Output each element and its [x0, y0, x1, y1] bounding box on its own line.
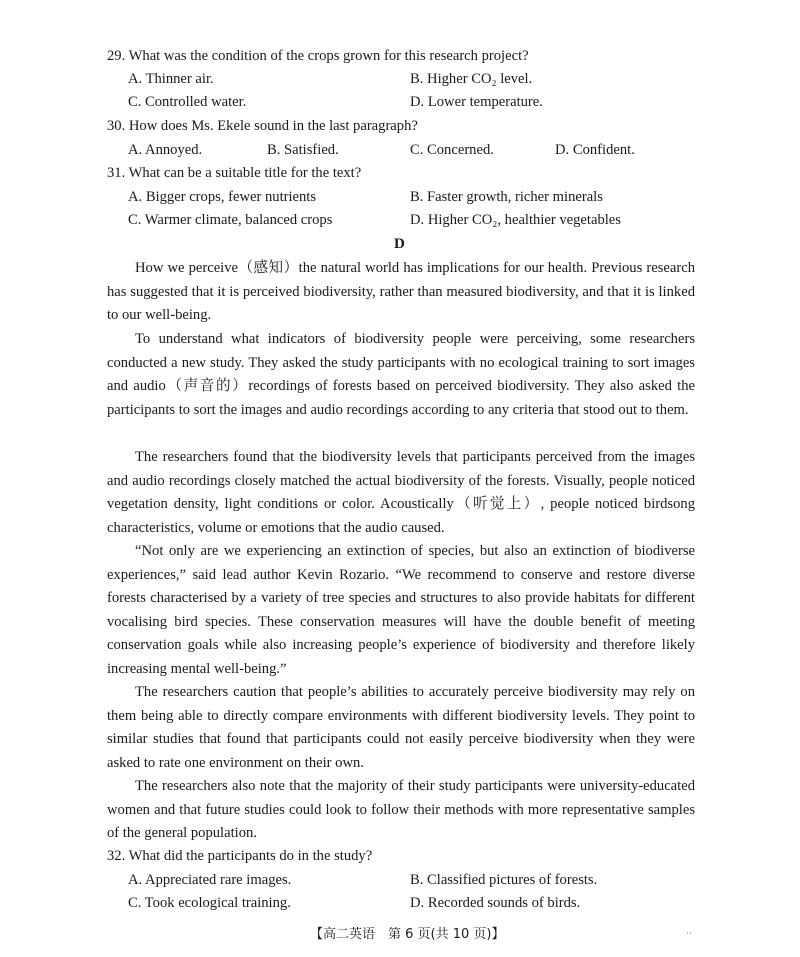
question-31-option-d: D. Higher CO₂, healthier vegetables — [410, 212, 621, 228]
question-30-option-a: A. Annoyed. — [128, 142, 203, 158]
passage-paragraph-3 — [107, 446, 695, 540]
question-32-stem: 32. What did the participants do in the study? — [107, 848, 373, 864]
question-30-option-d: D. Confident. — [555, 142, 635, 158]
question-31-option-a: A. Bigger crops, fewer nutrients — [128, 189, 317, 205]
question-30-option-c: C. Concerned. — [410, 142, 494, 158]
question-30-stem: 30. How does Ms. Ekele sound in the last paragraph? — [107, 118, 418, 134]
passage-paragraph-6 — [107, 775, 695, 846]
question-29-option-b: B. Higher CO₂ level. — [410, 71, 533, 87]
passage-paragraph-6-text: The researchers also note that the majority of their study participants were university-educated women and that future studies could look to follow their methods with more representative samples of the general population. — [107, 778, 695, 841]
question-31-option-c: C. Warmer climate, balanced crops — [128, 212, 333, 228]
passage-title: D — [394, 236, 405, 252]
corner-mark: ·· — [686, 928, 692, 938]
passage-paragraph-2 — [107, 328, 695, 422]
question-29-stem: 29. What was the condition of the crops grown for this research project? — [107, 48, 529, 64]
passage-paragraph-4-text: “Not only are we experiencing an extinction of species, but also an extinction of biodiverse experiences,” said lead author Kevin Rozario. “We recommend to conserve and restore diverse forests characterised by a variety of tree species and structures to also provide habitats for different vocalising bird species. These conservation measures will have the double benefit of meeting conservation goals while also increasing people’s experience of biodiversity and therefore likely increasing mental well-being.” — [107, 543, 695, 677]
question-29-option-d: D. Lower temperature. — [410, 94, 543, 110]
passage-paragraph-2-text: To understand what indicators of biodiversity people were perceiving, some researchers conducted a new study. They asked the study participants with no ecological training to sort images and audio（声音的）recordings of forests based on perceived biodiversity. They also asked the participants to sort the images and audio recordings according to any criteria that stood out to them. — [107, 331, 695, 418]
question-30-option-b: B. Satisfied. — [267, 142, 339, 158]
question-32-option-a: A. Appreciated rare images. — [128, 872, 292, 888]
passage-paragraph-4 — [107, 540, 695, 681]
passage-paragraph-3-text: The researchers found that the biodiversity levels that participants perceived from the images and audio recordings closely matched the actual biodiversity of the forests. Visually, people noticed vegetation density, light conditions or color. Acoustically（听觉上）, people noticed birdsong characteristics, volume or emotions that the audio caused. — [107, 449, 695, 536]
passage-paragraph-1-text: How we perceive（感知）the natural world has implications for our health. Previous research has suggested that it is perceived biodiversity, rather than measured biodiversity, and that it is linked to our well-being. — [107, 260, 695, 323]
passage-paragraph-5-text: The researchers caution that people’s abilities to accurately perceive biodiversity may rely on them being able to directly compare environments with different biodiversity levels. They point to similar studies that found that participants could not easily perceive biodiversity when they were asked to rate one environment on their own. — [107, 684, 695, 771]
question-32-option-b: B. Classified pictures of forests. — [410, 872, 598, 888]
question-29-option-a: A. Thinner air. — [128, 71, 214, 87]
question-31-option-b: B. Faster growth, richer minerals — [410, 189, 603, 205]
passage-paragraph-1 — [107, 257, 695, 328]
question-29-option-c: C. Controlled water. — [128, 94, 247, 110]
question-31-stem: 31. What can be a suitable title for the text? — [107, 165, 362, 181]
question-32-option-c: C. Took ecological training. — [128, 895, 291, 911]
page-footer: 【高二英语 第 6 页(共 10 页)】 — [310, 927, 505, 942]
passage-paragraph-5 — [107, 681, 695, 775]
question-32-option-d: D. Recorded sounds of birds. — [410, 895, 581, 911]
